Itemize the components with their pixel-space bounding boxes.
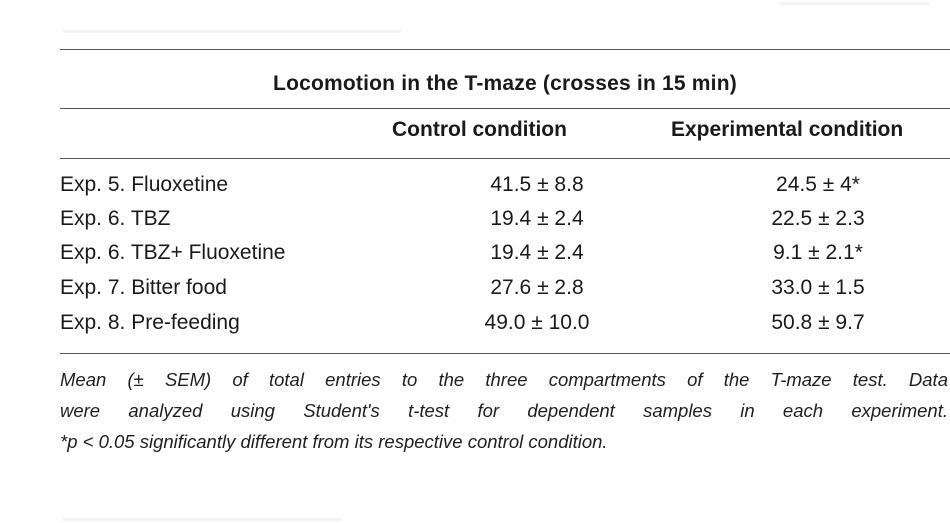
row-label: Exp. 8. Pre-feeding — [60, 311, 240, 334]
experimental-value: 9.1 ± 2.1* — [773, 241, 863, 264]
title-rule — [60, 108, 950, 109]
column-header-control: Control condition — [392, 118, 567, 141]
table-caption — [60, 364, 948, 457]
control-value: 19.4 ± 2.4 — [490, 207, 584, 230]
row-label: Exp. 6. TBZ+ Fluoxetine — [60, 241, 286, 264]
ghost-text-bottom — [62, 518, 342, 521]
control-value: 19.4 ± 2.4 — [490, 241, 584, 264]
column-header-experimental: Experimental condition — [671, 118, 904, 141]
row-label: Exp. 7. Bitter food — [60, 276, 227, 299]
table-title: Locomotion in the T-maze (crosses in 15 min) — [273, 72, 737, 95]
table-row — [60, 241, 950, 271]
table-row — [60, 207, 950, 237]
control-value: 27.6 ± 2.8 — [490, 276, 584, 299]
ghost-text-top-right — [780, 2, 930, 5]
control-value: 41.5 ± 8.8 — [490, 173, 584, 196]
header-rule — [60, 158, 950, 159]
control-value: 49.0 ± 10.0 — [484, 311, 590, 334]
table-row — [60, 311, 950, 341]
experimental-value: 22.5 ± 2.3 — [771, 207, 865, 230]
experimental-value: 50.8 ± 9.7 — [771, 311, 865, 334]
table-row — [60, 173, 950, 203]
experimental-value: 24.5 ± 4* — [776, 173, 860, 196]
caption-line: were analyzed using Student's t-test for dependent samples in each experiment. — [60, 400, 948, 421]
row-label: Exp. 5. Fluoxetine — [60, 173, 229, 196]
ghost-text-top — [62, 30, 402, 33]
row-label: Exp. 6. TBZ — [60, 207, 171, 230]
caption-line: *p < 0.05 significantly different from its respective control condition. — [60, 431, 608, 452]
caption-line: Mean (± SEM) of total entries to the three compartments of the T-maze test. Data — [60, 369, 948, 390]
table-row — [60, 276, 950, 306]
table-top-rule — [60, 49, 950, 50]
table-bottom-rule — [60, 353, 950, 354]
experimental-value: 33.0 ± 1.5 — [771, 276, 865, 299]
